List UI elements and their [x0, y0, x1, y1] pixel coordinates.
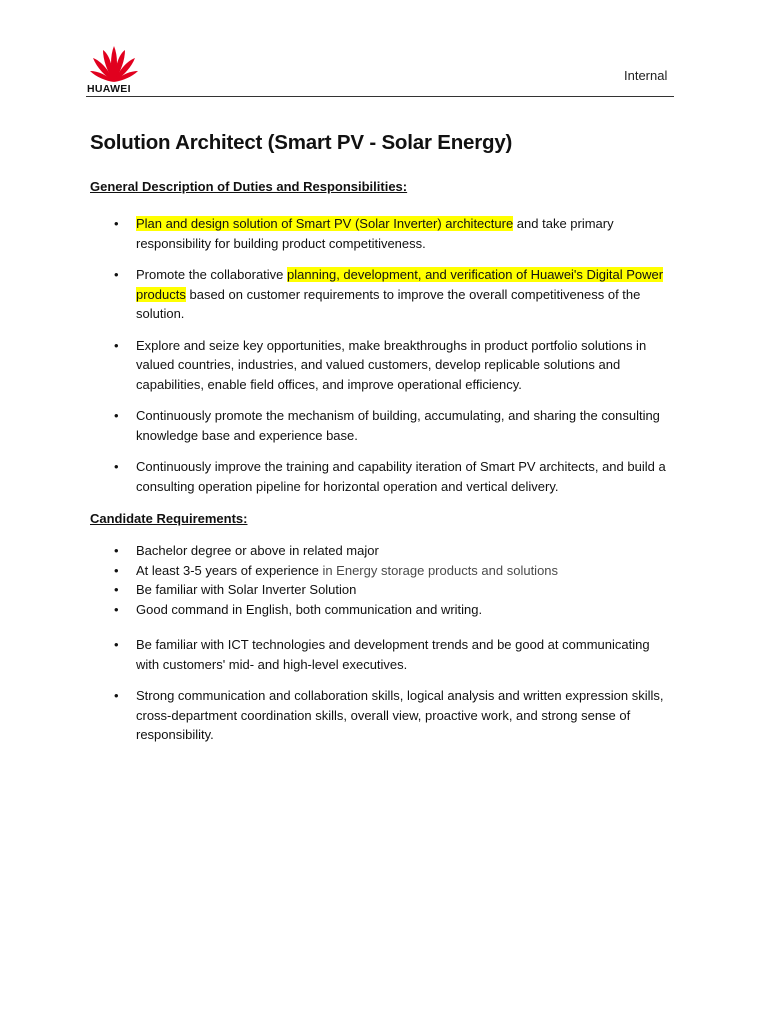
list-item: • Be familiar with Solar Inverter Solution — [0, 580, 670, 600]
highlighted-text: Plan and design solution of Smart PV (Solar Inverter) architecture — [136, 216, 514, 231]
document-title: Solution Architect (Smart PV - Solar Energy) — [90, 131, 513, 154]
requirements-heading: Candidate Requirements: — [90, 511, 248, 526]
highlighted-text: planning, development, and verification of Huawei's Digital Power products — [136, 267, 664, 302]
requirements-list-extended — [0, 635, 670, 745]
duties-heading: General Description of Duties and Responsibilities: — [90, 179, 408, 194]
logo-wordmark: HUAWEI — [87, 83, 131, 95]
list-item: • Bachelor degree or above in related major — [0, 541, 670, 561]
list-item: • Continuously improve the training and capability iteration of Smart PV architects, and build a consulting operation pipeline for horizontal operation and vertical delivery. — [0, 457, 670, 496]
list-item: • Promote the collaborative planning, development, and verification of Huawei's Digital Power products based on customer requirements to improve the overall competitiveness of the solution. — [0, 265, 670, 324]
classification-label: Internal — [624, 68, 668, 83]
list-item: • At least 3-5 years of experience in Energy storage products and solutions — [0, 561, 670, 581]
duties-list — [0, 214, 670, 496]
list-item: • Be familiar with ICT technologies and development trends and be good at communicating with customers' mid- and high-level executives. — [0, 635, 670, 674]
list-item: • Good command in English, both communication and writing. — [0, 600, 670, 620]
list-item: • Continuously promote the mechanism of building, accumulating, and sharing the consulting knowledge base and experience base. — [0, 406, 670, 445]
requirements-list — [0, 541, 670, 619]
list-item: • Plan and design solution of Smart PV (Solar Inverter) architecture and take primary responsibility for building product competitiveness. — [0, 214, 670, 253]
list-item: • Strong communication and collaboration skills, logical analysis and written expression skills, cross-department coordination skills, overall view, proactive work, and strong sense of responsibility. — [0, 686, 670, 745]
list-item: • Explore and seize key opportunities, make breakthroughs in product portfolio solutions in valued countries, industries, and valued customers, develop replicable solutions and capabilities, enable field offices, and improve operational efficiency. — [0, 336, 670, 395]
header-divider — [86, 96, 674, 97]
